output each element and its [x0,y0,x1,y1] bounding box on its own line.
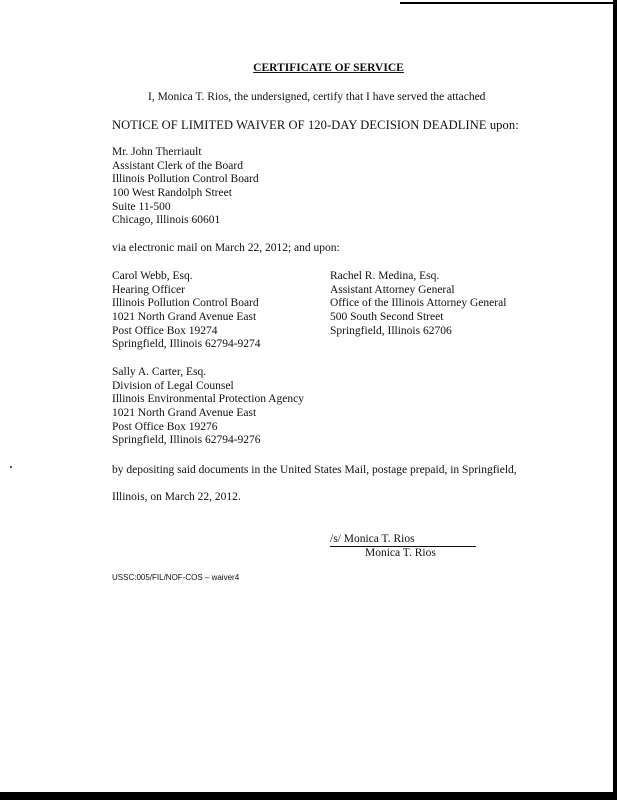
recipient-attorney-general-address [330,270,506,338]
address-line: Illinois Pollution Control Board [112,173,259,186]
address-line: Post Office Box 19274 [112,324,218,337]
address-line: Springfield, Illinois 62794-9276 [112,434,261,447]
address-line: 500 South Second Street [330,311,444,324]
address-line: Suite 11-500 [112,200,171,213]
address-line: Mr. John Therriault [112,146,202,158]
mail-statement-line-1: by depositing said documents in the United States Mail, postage prepaid, in Springfield, [112,464,517,476]
document-title: CERTIFICATE OF SERVICE [253,62,404,74]
address-line: Sally A. Carter, Esq. [112,366,207,378]
scan-edge-right [613,0,617,800]
intro-paragraph: I, Monica T. Rios, the undersigned, certify that I have served the attached [148,91,486,103]
notice-line: NOTICE OF LIMITED WAIVER OF 120-DAY DECISION DEADLINE upon: [112,118,519,132]
address-line: Assistant Clerk of the Board [112,159,243,172]
scan-edge-top [400,2,617,4]
recipient-hearing-officer-address [112,270,261,352]
document-reference-code: USSC:005/FIL/NOF-COS – waiver4 [112,573,240,582]
address-line: 100 West Randolph Street [112,187,232,200]
address-line: 1021 North Grand Avenue East [112,407,257,420]
recipient-epa-address [112,366,304,448]
address-line: Rachel R. Medina, Esq. [330,270,440,282]
mail-statement-line-2: Illinois, on March 22, 2012. [112,491,241,503]
recipient-clerk-address [112,146,259,228]
address-line: Carol Webb, Esq. [112,270,193,282]
address-line: Springfield, Illinois 62794-9274 [112,338,261,351]
address-line: Hearing Officer [112,283,185,296]
scan-edge-bottom [0,792,617,800]
address-line: Post Office Box 19276 [112,420,218,433]
address-line: Illinois Pollution Control Board [112,297,259,310]
address-line: Office of the Illinois Attorney General [330,297,507,310]
address-line: Division of Legal Counsel [112,379,234,392]
signature-line: /s/ Monica T. Rios [330,532,476,547]
scan-speck [10,466,12,468]
address-line: Chicago, Illinois 60601 [112,214,221,227]
address-line: 1021 North Grand Avenue East [112,311,257,324]
signer-name: Monica T. Rios [365,547,436,559]
address-line: Illinois Environmental Protection Agency [112,393,304,406]
via-email-line: via electronic mail on March 22, 2012; and upon: [112,242,340,254]
address-line: Springfield, Illinois 62706 [330,324,452,337]
address-line: Assistant Attorney General [330,283,455,296]
